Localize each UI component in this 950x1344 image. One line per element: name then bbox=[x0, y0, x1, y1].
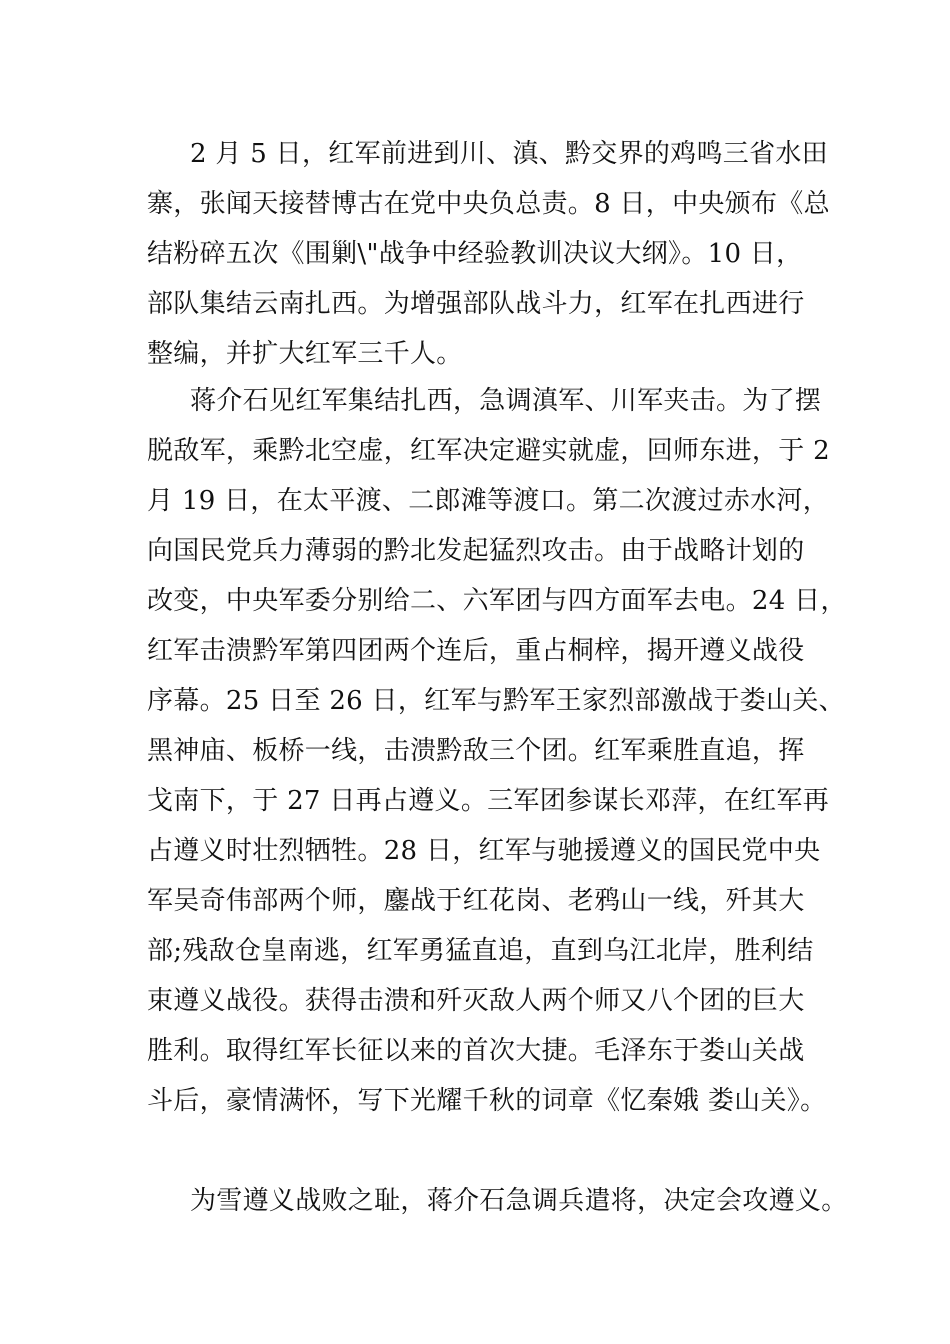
text-line: 向国民党兵力薄弱的黔北发起猛烈攻击。由于战略计划的 bbox=[147, 536, 805, 566]
text-line: 整编，并扩大红军三千人。 bbox=[147, 339, 463, 369]
text-line: 胜利。取得红军长征以来的首次大捷。毛泽东于娄山关战 bbox=[147, 1036, 805, 1066]
text-line: 改变，中央军委分别给二、六军团与四方面军去电。24 日， bbox=[147, 586, 847, 616]
text-line: 部队集结云南扎西。为增强部队战斗力，红军在扎西进行 bbox=[147, 289, 805, 319]
text-line: 序幕。25 日至 26 日，红军与黔军王家烈部激战于娄山关、 bbox=[147, 686, 845, 716]
text-line: 脱敌军，乘黔北空虚，红军决定避实就虚，回师东进，于 2 bbox=[147, 436, 830, 466]
text-line: 黑神庙、板桥一线，击溃黔敌三个团。红军乘胜直追，挥 bbox=[147, 736, 805, 766]
text-line: 2 月 5 日，红军前进到川、滇、黔交界的鸡鸣三省水田 bbox=[190, 139, 828, 169]
text-line: 月 19 日，在太平渡、二郎滩等渡口。第二次渡过赤水河， bbox=[147, 486, 830, 516]
text-line: 斗后，豪情满怀，写下光耀千秋的词章《忆秦娥 娄山关》。 bbox=[147, 1086, 827, 1116]
text-line: 结粉碎五次《围剿\"战争中经验教训决议大纲》。10 日， bbox=[147, 239, 803, 269]
text-line: 红军击溃黔军第四团两个连后，重占桐梓，揭开遵义战役 bbox=[147, 636, 805, 666]
text-line: 蒋介石见红军集结扎西，急调滇军、川军夹击。为了摆 bbox=[190, 386, 822, 416]
text-line: 部;残敌仓皇南逃，红军勇猛直追，直到乌江北岸，胜利结 bbox=[147, 936, 814, 966]
text-line: 为雪遵义战败之耻，蒋介石急调兵遣将，决定会攻遵义。 bbox=[190, 1186, 848, 1216]
text-line: 军吴奇伟部两个师，鏖战于红花岗、老鸦山一线，歼其大 bbox=[147, 886, 805, 916]
text-line: 束遵义战役。获得击溃和歼灭敌人两个师又八个团的巨大 bbox=[147, 986, 805, 1016]
text-line: 占遵义时壮烈牺牲。28 日，红军与驰援遵义的国民党中央 bbox=[147, 836, 821, 866]
text-line: 寨，张闻天接替博古在党中央负总责。8 日，中央颁布《总 bbox=[147, 189, 830, 219]
text-line: 戈南下，于 27 日再占遵义。三军团参谋长邓萍，在红军再 bbox=[147, 786, 830, 816]
